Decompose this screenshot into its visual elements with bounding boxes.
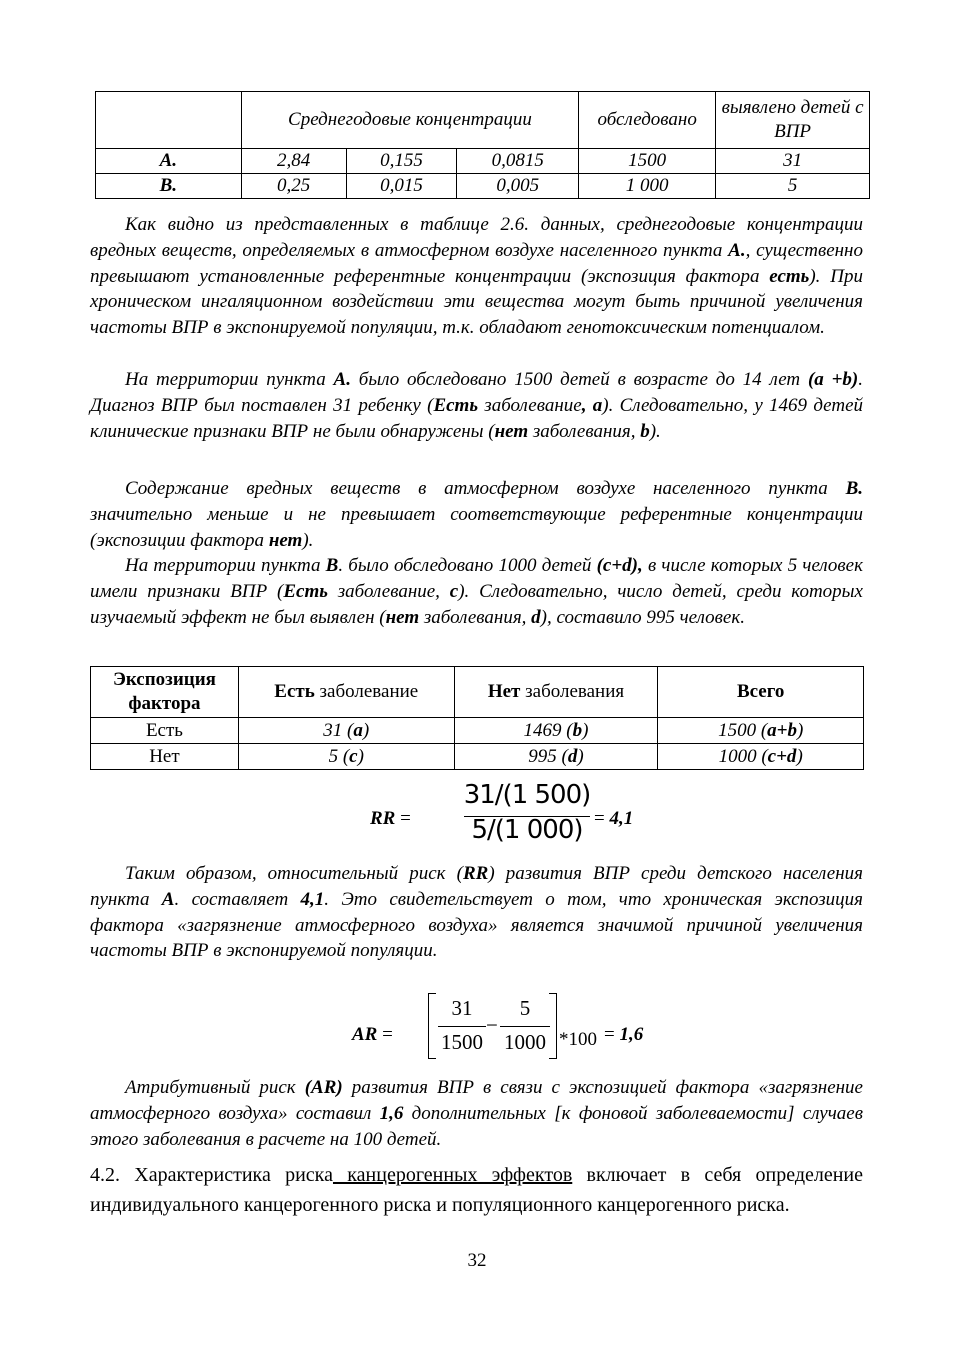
table-row bbox=[91, 744, 864, 770]
bold-run: 1,6 bbox=[379, 1102, 404, 1124]
text-run: = bbox=[604, 1024, 620, 1045]
header-exposure: Экспозиция фактора bbox=[91, 667, 239, 718]
text-run: ) bbox=[577, 745, 584, 767]
text-run: . было обследовано 1000 детей bbox=[338, 555, 597, 576]
text-run: , существенно превышают установленные референтные концентрации (экспозиция фактора bbox=[90, 239, 863, 287]
bold-run: , а bbox=[581, 394, 603, 416]
text-run: заболевание bbox=[314, 681, 419, 702]
bold-run: b bbox=[572, 719, 583, 741]
ar-denominator-2: 1000 bbox=[504, 1030, 546, 1054]
text-run: 4,1 bbox=[609, 808, 634, 829]
text-run: ). Следовательно, число детей, среди которых изучаемый эффект не был выявлен ( bbox=[90, 580, 863, 628]
text-run: в числе которых 5 человек имели признаки ВПР ( bbox=[90, 555, 864, 602]
rr-result bbox=[594, 808, 633, 830]
text-run: ), составило 995 человек. bbox=[540, 606, 745, 628]
text-run: заболевания bbox=[520, 681, 625, 702]
bold-run: Есть bbox=[274, 681, 315, 702]
table-cell: 0,25 bbox=[241, 174, 346, 199]
table-cell: 2,84 bbox=[241, 149, 346, 174]
table-cell: 5 bbox=[716, 174, 870, 199]
table-cell: 1 000 bbox=[579, 174, 716, 199]
header-no bbox=[454, 667, 658, 718]
rr-numerator: 31/(1 500) bbox=[463, 780, 591, 810]
text-run: 1000 ( bbox=[718, 745, 768, 767]
ar-result bbox=[604, 1024, 643, 1046]
bold-run: d bbox=[531, 606, 541, 628]
text-run: включает в себя определение индивидуального канцерогенного риска и популяционного канцерогенного риска. bbox=[90, 1164, 864, 1216]
table-cell bbox=[238, 718, 454, 744]
fraction-line bbox=[500, 1026, 550, 1027]
ar-denominator-1: 1500 bbox=[441, 1030, 483, 1054]
row-label: А. bbox=[96, 149, 242, 174]
table-header-row bbox=[96, 92, 870, 149]
bold-run: а+b bbox=[767, 719, 797, 741]
text-run: Таким образом, относительный риск ( bbox=[125, 863, 463, 884]
text-run: = bbox=[395, 808, 411, 829]
text-run: ). При хроническом ингаляционном воздействии эти вещества могут быть причиной увеличения частоты ВПР в экспонируемой популяции, т.к. обладают генотоксическим потенциалом. bbox=[90, 265, 863, 339]
bold-run: (AR) bbox=[304, 1077, 343, 1098]
text-run: На территории пункта bbox=[125, 369, 334, 390]
table-cell: 31 bbox=[716, 149, 870, 174]
text-run: ) bbox=[582, 719, 589, 741]
paragraph-1 bbox=[90, 212, 863, 341]
text-run: ). bbox=[649, 420, 661, 442]
text-run: ) bbox=[796, 719, 804, 741]
bold-run: А. bbox=[333, 369, 351, 390]
header-total: Всего bbox=[658, 667, 864, 718]
table-cell: 0,015 bbox=[346, 174, 457, 199]
text-run: ) bbox=[357, 745, 364, 767]
ar-multiplier: *100 bbox=[559, 1029, 597, 1050]
header-examined: обследовано bbox=[579, 92, 716, 149]
table-row bbox=[96, 149, 870, 174]
text-run: = bbox=[594, 808, 610, 829]
bold-run: Есть bbox=[433, 394, 479, 416]
bold-run: с bbox=[349, 745, 358, 767]
table-row bbox=[96, 174, 870, 199]
bold-run: (а +b) bbox=[807, 369, 859, 390]
table-header-row bbox=[91, 667, 864, 718]
bold-run: нет bbox=[268, 529, 303, 551]
paragraph-2 bbox=[90, 367, 863, 444]
text-run: ). bbox=[302, 529, 314, 551]
bold-run: есть bbox=[769, 265, 810, 287]
underlined-run: канцерогенных эффектов bbox=[332, 1164, 573, 1186]
bold-run: нет bbox=[385, 606, 420, 628]
text-run: . Это свидетельствует о том, что хроническая экспозиция фактора «загрязнение атмосферного воздуха» является значимой причиной увеличения частоты ВПР в экспонируемой популяции. bbox=[90, 888, 864, 962]
bold-run: с bbox=[449, 580, 459, 602]
bold-run: В. bbox=[845, 478, 863, 499]
table-cell bbox=[658, 718, 864, 744]
table-cell: 1500 bbox=[579, 149, 716, 174]
bold-run: Нет bbox=[487, 681, 521, 702]
rr-denominator: 5/(1 000) bbox=[471, 815, 583, 845]
table-cell: 0,155 bbox=[346, 149, 457, 174]
bold-run: нет bbox=[494, 420, 529, 442]
page-number: 32 bbox=[467, 1250, 487, 1271]
header-yes bbox=[238, 667, 454, 718]
bold-run: b bbox=[640, 420, 650, 442]
text-run: ). Следовательно, у 1469 детей клинические признаки ВПР не были обнаружены ( bbox=[90, 394, 863, 442]
text-run: заболевания, bbox=[528, 420, 641, 442]
table-cell bbox=[454, 744, 658, 770]
text-run: . Диагноз ВПР был поставлен 31 ребенку ( bbox=[90, 369, 864, 416]
table-row bbox=[91, 718, 864, 744]
text-run: заболевание bbox=[478, 394, 582, 416]
left-bracket bbox=[428, 993, 436, 1059]
text-run: Атрибутивный риск bbox=[125, 1077, 305, 1098]
table-cell bbox=[658, 744, 864, 770]
bold-run: (с+d), bbox=[596, 555, 643, 576]
text-run: Как видно из представленных в таблице 2.6. данных, среднегодовые концентрации вредных веществ, определяемых в атмосферном воздухе населенного пункта bbox=[90, 214, 863, 261]
text-run: значительно меньше и не превышает соответствующие референтные концентрации (экспозиции фактора bbox=[90, 503, 863, 551]
table-cell: 0,005 bbox=[457, 174, 579, 199]
bold-run: А bbox=[161, 888, 175, 910]
paragraph-3 bbox=[90, 476, 863, 553]
text-run: ) bbox=[362, 719, 370, 741]
text-run: ) bbox=[796, 745, 803, 767]
bold-run: d bbox=[567, 745, 578, 767]
right-bracket bbox=[549, 993, 557, 1059]
row-label: Нет bbox=[91, 744, 239, 770]
text-run: 995 ( bbox=[528, 745, 568, 767]
text-run: . составляет bbox=[174, 888, 301, 910]
minus-sign: − bbox=[486, 1013, 498, 1037]
bold-run: В bbox=[325, 555, 339, 576]
text-run: развития ВПР в связи с экспозицией фактора «загрязнение атмосферного воздуха» составил bbox=[90, 1077, 863, 1124]
bold-run: 4,1 bbox=[300, 888, 325, 910]
bold-run: а bbox=[353, 719, 363, 741]
row-label: В. bbox=[96, 174, 242, 199]
paragraph-6 bbox=[90, 1075, 863, 1152]
text-run: Содержание вредных веществ в атмосферном воздухе населенного пункта bbox=[125, 478, 846, 499]
text-run: 1,6 bbox=[619, 1024, 644, 1045]
text-run: дополнительных [к фоновой заболеваемости] случаев этого заболевания в расчете на 100 детей. bbox=[90, 1102, 863, 1150]
paragraph-5 bbox=[90, 861, 863, 964]
text-run: 1469 ( bbox=[523, 719, 573, 741]
paragraph-4 bbox=[90, 553, 863, 630]
text-run: На территории пункта bbox=[125, 555, 326, 576]
bold-run: RR bbox=[462, 863, 489, 884]
text-run: заболевания, bbox=[419, 606, 532, 628]
ar-numerator-2: 5 bbox=[519, 996, 531, 1020]
empty-header-cell bbox=[96, 92, 242, 149]
bold-run: А. bbox=[728, 239, 746, 261]
text-run: 31 ( bbox=[323, 719, 354, 741]
text-run: заболевание, bbox=[327, 580, 450, 602]
text-run: 1500 ( bbox=[718, 719, 768, 741]
text-run: 4.2. Характеристика риска bbox=[90, 1164, 333, 1186]
header-concentrations: Среднегодовые концентрации bbox=[241, 92, 579, 149]
text-run: = bbox=[377, 1024, 393, 1045]
concentration-table bbox=[95, 91, 870, 199]
table-cell bbox=[454, 718, 658, 744]
text-run: было обследовано 1500 детей в возрасте до 14 лет bbox=[350, 369, 808, 390]
contingency-table bbox=[90, 666, 864, 770]
ar-label bbox=[352, 1024, 393, 1046]
ar-numerator-1: 31 bbox=[451, 996, 473, 1020]
rr-label bbox=[370, 808, 411, 830]
bold-run: с+d bbox=[767, 745, 797, 767]
text-run: 5 ( bbox=[328, 745, 350, 767]
text-run: RR bbox=[370, 808, 396, 829]
table-cell: 0,0815 bbox=[457, 149, 579, 174]
fraction-line bbox=[438, 1026, 486, 1027]
paragraph-7 bbox=[90, 1161, 863, 1220]
text-run: ) развития ВПР среди детского населения пункта bbox=[90, 863, 863, 910]
row-label: Есть bbox=[91, 718, 239, 744]
header-found: выявлено детей с ВПР bbox=[716, 92, 870, 149]
text-run: AR bbox=[352, 1024, 378, 1045]
table-cell bbox=[238, 744, 454, 770]
bold-run: Есть bbox=[283, 580, 328, 602]
